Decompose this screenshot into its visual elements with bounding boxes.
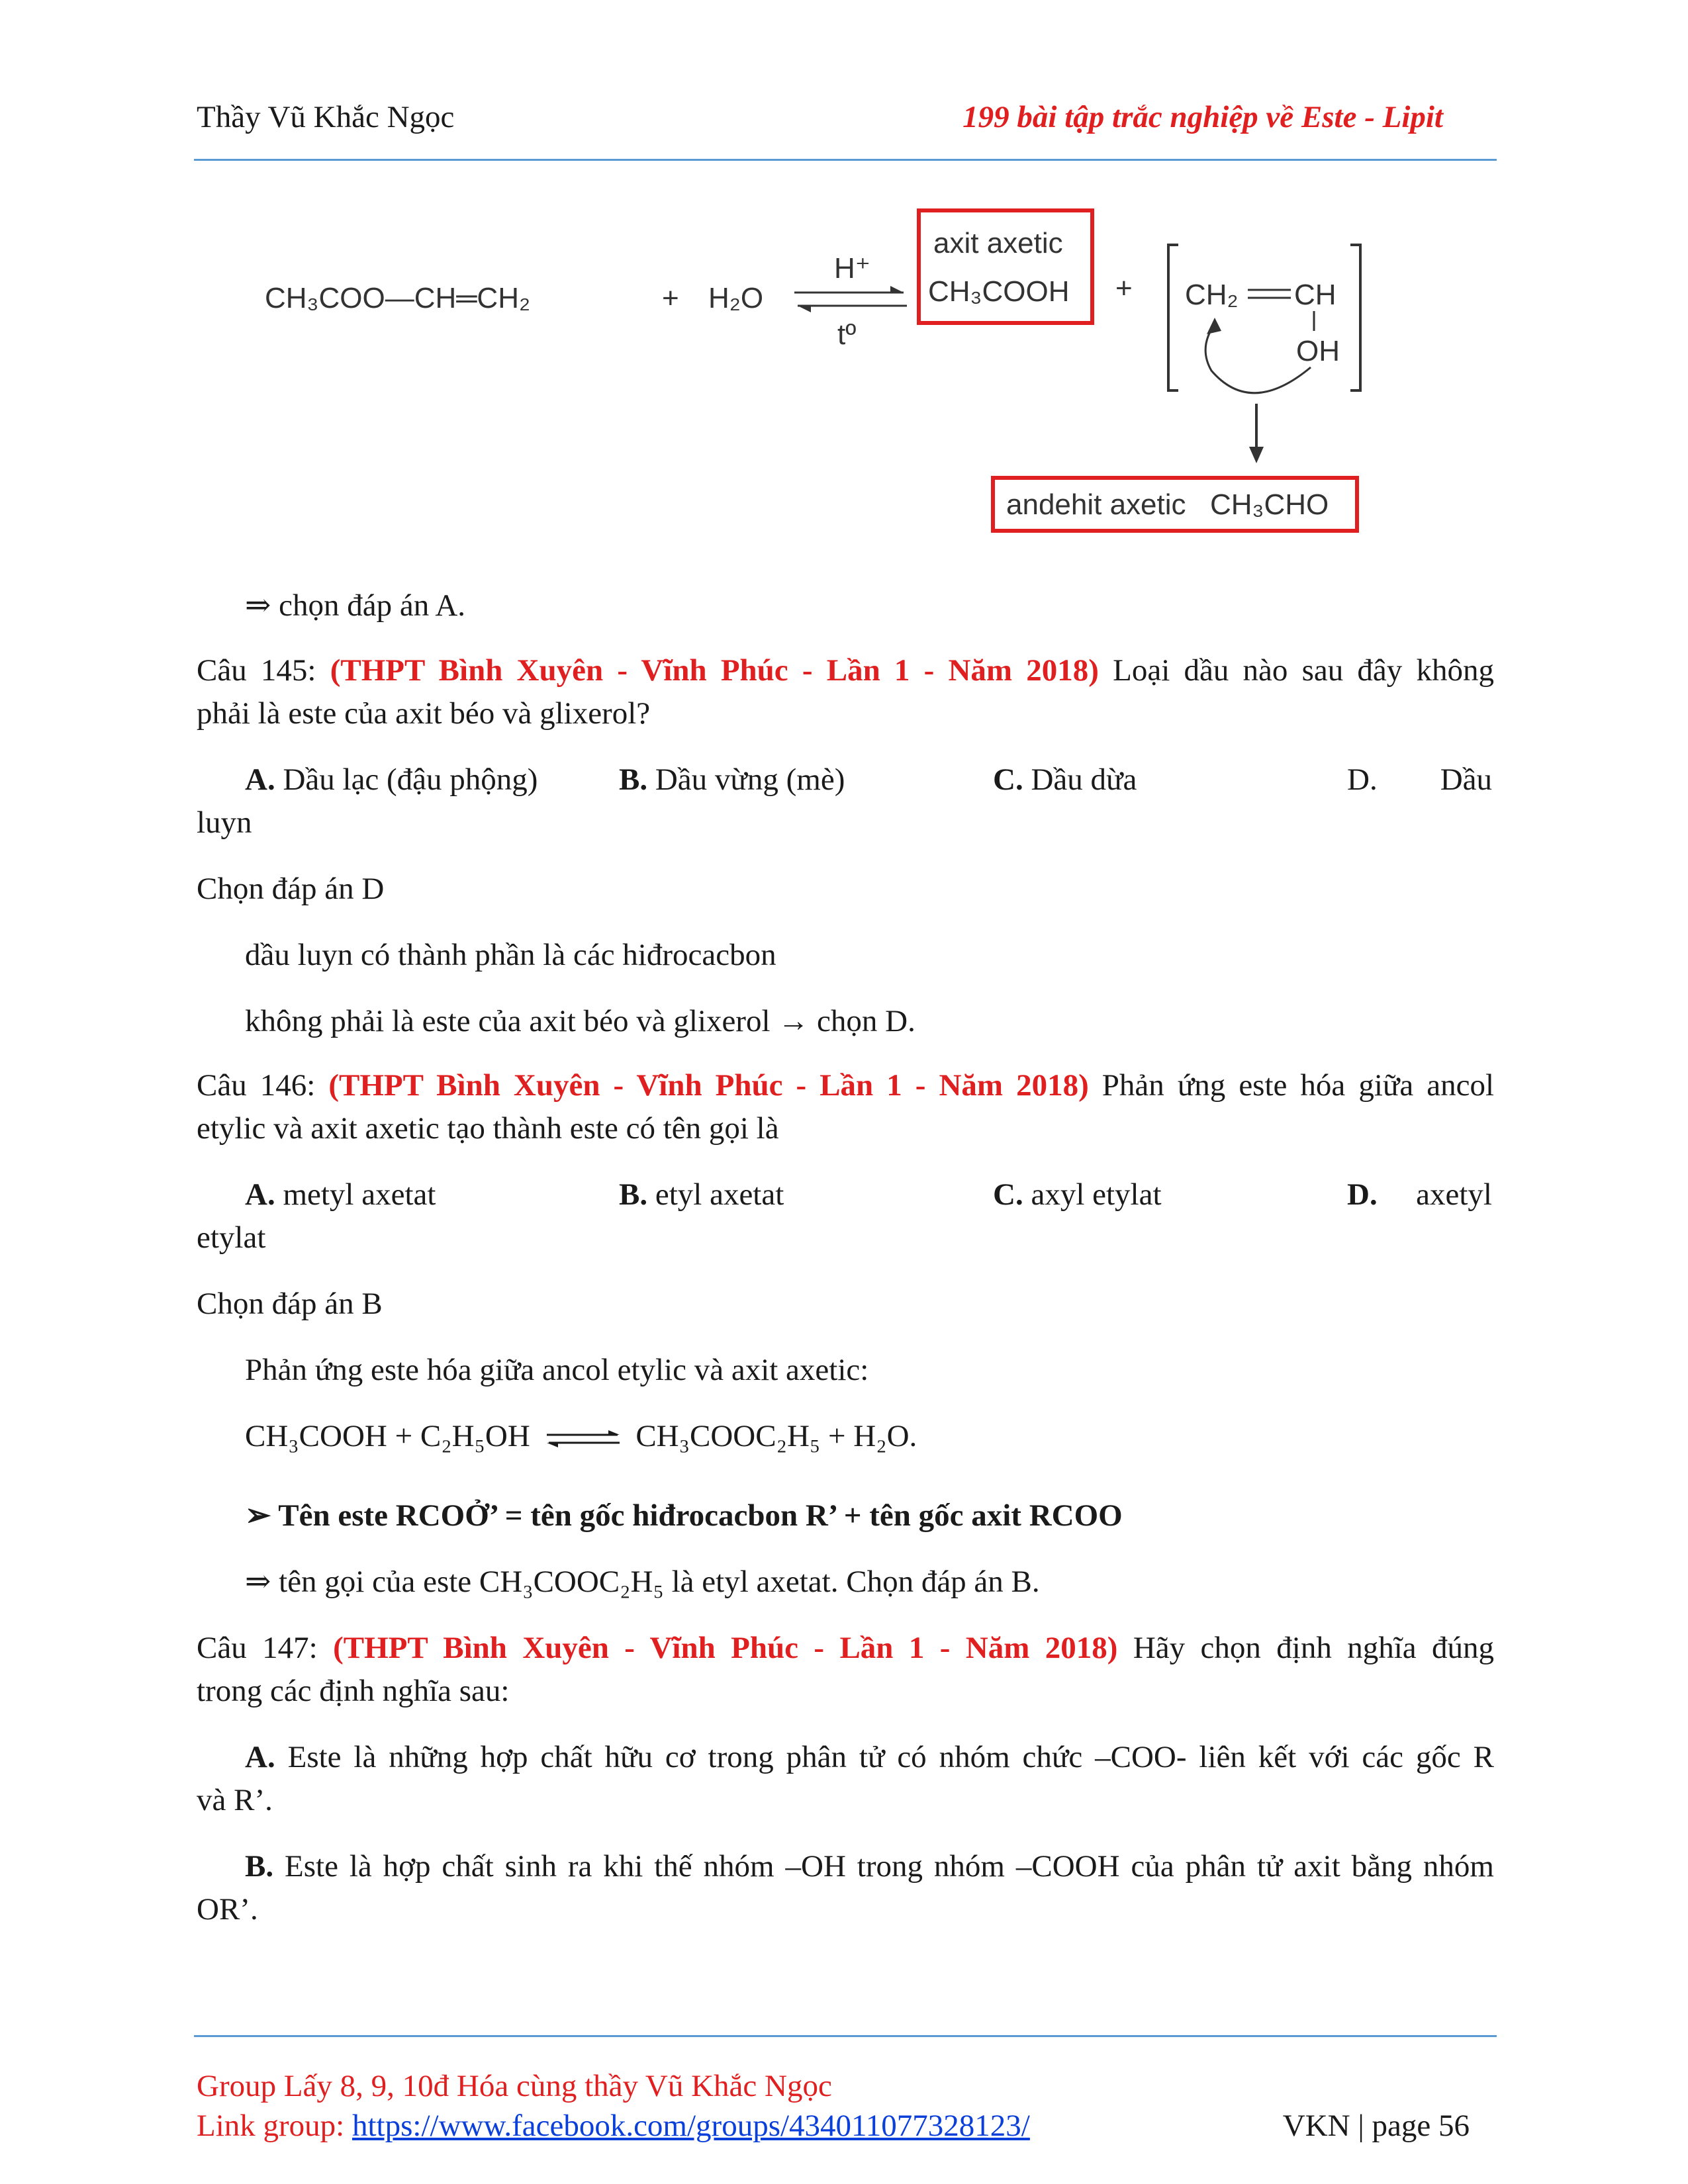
q145-answer: Chọn đáp án D: [197, 872, 385, 906]
q147-label: Câu 147:: [197, 1631, 318, 1665]
q146-option-d-cont: etylat: [197, 1220, 266, 1255]
q147-option-b-line2: OR’.: [197, 1892, 258, 1927]
header-author: Thầy Vũ Khắc Ngọc: [197, 100, 455, 134]
q146-label: Câu 146:: [197, 1068, 316, 1103]
q145-question: Loại dầu nào sau đây không: [1113, 653, 1494, 688]
footer-rule: [194, 2035, 1497, 2037]
q146-option-b: B. etyl axetat: [619, 1177, 784, 1212]
reverse-arrow-head: [798, 306, 811, 312]
q147-source: (THPT Bình Xuyên - Vĩnh Phúc - Lần 1 - Năm 2018): [333, 1631, 1118, 1665]
q147-option-a-line2: và R’.: [197, 1783, 273, 1817]
enol-ch2: CH₂: [1185, 279, 1239, 311]
reaction-diagram: [252, 199, 1417, 543]
q147-question-line1: [197, 1628, 1494, 1668]
q145-source: (THPT Bình Xuyên - Vĩnh Phúc - Lần 1 - Năm 2018): [330, 653, 1099, 688]
box2-formula: CH₃CHO: [1210, 488, 1329, 521]
q146-explain1: Phản ứng este hóa giữa ancol etylic và axit axetic:: [245, 1353, 869, 1387]
q146-option-d-key: D.: [1347, 1177, 1378, 1212]
q146-eq-left: CH₃COOH + C₂H₅OH: [245, 1419, 530, 1453]
footer-link-line: [197, 2108, 1030, 2144]
q147-question: Hãy chọn định nghĩa đúng: [1133, 1631, 1495, 1665]
box2-name: andehit axetic: [1006, 488, 1186, 521]
enol-oh: OH: [1296, 335, 1340, 367]
q145-option-d-key: D.: [1347, 762, 1378, 797]
q145-option-d-cont: luyn: [197, 805, 252, 840]
q146-equation: [245, 1416, 917, 1456]
curved-arrow-head: [1207, 318, 1221, 334]
q145-option-b: B. Dầu vừng (mè): [619, 762, 845, 797]
q145-explain2: không phải là este của axit béo và glixerol → chọn D.: [245, 1004, 915, 1038]
q145-explain1: dầu luyn có thành phần là các hiđrocacbon: [245, 938, 776, 972]
header-rule: [194, 159, 1497, 161]
reactant-water: H₂O: [708, 282, 764, 314]
q147-option-a-line1: A. Este là những hợp chất hữu cơ trong phân tử có nhóm chức –COO- liên kết với các gốc R: [245, 1740, 1494, 1774]
q146-conclusion: ⇒ tên gọi của este CH₃COOC₂H₅ là etyl axetat. Chọn đáp án B.: [245, 1565, 1040, 1599]
q145-question-line1: [197, 651, 1494, 690]
q145-option-d-text: Dầu: [1440, 762, 1492, 797]
q145-option-a: A. Dầu lạc (đậu phộng): [245, 762, 538, 797]
q144-conclusion: ⇒ chọn đáp án A.: [245, 588, 466, 623]
q145-option-c: C. Dầu dừa: [993, 762, 1137, 797]
reactant-ester: CH₃COO—CH═CH₂: [265, 282, 531, 314]
equilibrium-arrow-icon: [543, 1426, 623, 1452]
enol-ch: CH: [1294, 279, 1336, 311]
q147-question-line2: trong các định nghĩa sau:: [197, 1674, 510, 1708]
q146-answer: Chọn đáp án B: [197, 1287, 383, 1321]
footer-group: Group Lấy 8, 9, 10đ Hóa cùng thầy Vũ Khắc Ngọc: [197, 2069, 832, 2103]
footer-link[interactable]: https://www.facebook.com/groups/434011077328123/: [352, 2109, 1030, 2143]
q146-question-line2: etylic và axit axetic tạo thành este có tên gọi là: [197, 1111, 779, 1146]
q145-label: Câu 145:: [197, 653, 316, 688]
q146-question: Phản ứng este hóa giữa ancol: [1102, 1068, 1495, 1103]
footer-link-label: Link group:: [197, 2109, 352, 2143]
box1-formula: CH₃COOH: [928, 275, 1070, 308]
header-title: 199 bài tập trắc nghiệp về Este - Lipit: [962, 100, 1443, 134]
q146-source: (THPT Bình Xuyên - Vĩnh Phúc - Lần 1 - Năm 2018): [328, 1068, 1089, 1103]
q146-rule: ➢ Tên este RCOỞ’ = tên gốc hiđrocacbon R’ + tên gốc axit RCOO: [245, 1498, 1123, 1533]
plus-1: +: [662, 282, 679, 314]
condition: tº: [837, 318, 857, 351]
plus-2: +: [1115, 272, 1133, 304]
q146-eq-right: CH₃COOC₂H₅ + H₂O.: [635, 1419, 917, 1453]
q146-option-a: A. metyl axetat: [245, 1177, 436, 1212]
q145-question-line2: phải là este của axit béo và glixerol?: [197, 696, 651, 731]
q147-option-b-line1: B. Este là hợp chất sinh ra khi thế nhóm –OH trong nhóm –COOH của phân tử axit bằng nhóm: [245, 1849, 1494, 1884]
q146-option-d-text: axetyl: [1416, 1177, 1492, 1212]
left-bracket: [1168, 245, 1178, 390]
page-number: VKN | page 56: [1282, 2109, 1470, 2143]
down-arrow-head: [1249, 447, 1264, 463]
q146-question-line1: [197, 1066, 1494, 1105]
forward-arrow-head: [890, 286, 904, 293]
box1-name: axit axetic: [933, 227, 1063, 259]
curved-arrow: [1205, 324, 1311, 393]
catalyst: H⁺: [834, 252, 870, 285]
q146-option-c: C. axyl etylat: [993, 1177, 1162, 1212]
right-bracket: [1350, 245, 1360, 390]
